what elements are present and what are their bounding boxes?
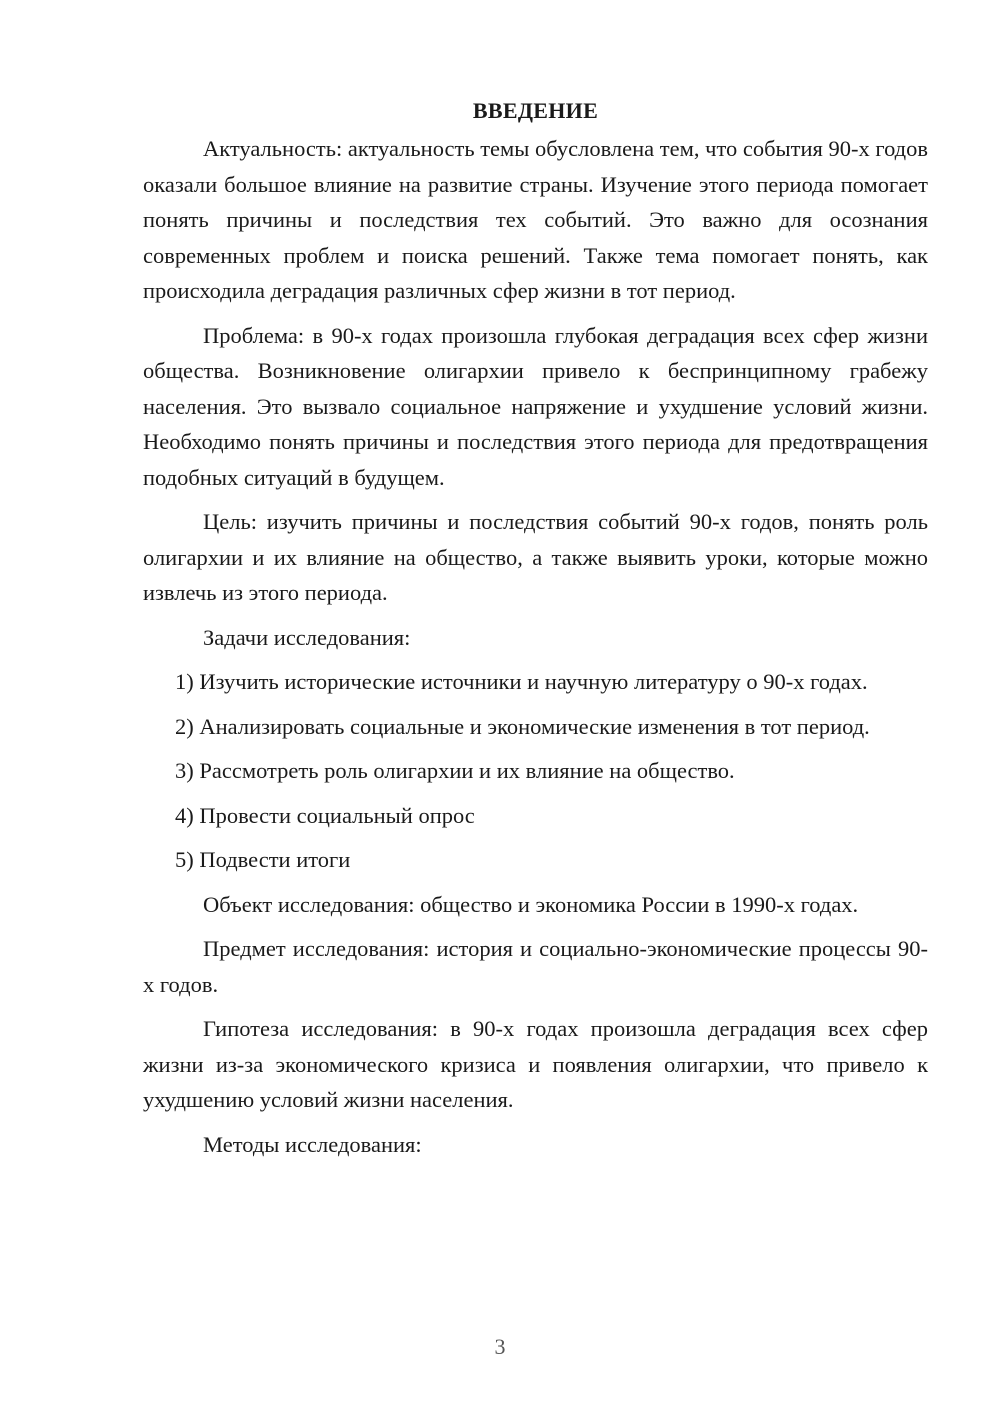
paragraph-subject: Предмет исследования: история и социально-экономические процессы 90-х годов.: [143, 936, 928, 997]
task-item-4: 4) Провести социальный опрос: [175, 802, 475, 828]
page-number: 3: [494, 1334, 506, 1359]
tasks-heading: Задачи исследования:: [203, 624, 411, 650]
task-item-5: 5) Подвести итоги: [175, 847, 351, 872]
paragraph-object: Объект исследования: общество и экономика России в 1990-х годах.: [203, 891, 859, 917]
paragraph-hypothesis: Гипотеза исследования: в 90-х годах произошла деградация всех сфер жизни из-за экономического кризиса и появления олигархии, что привело к ухудшению условий жизни населения.: [143, 1016, 928, 1112]
task-item-3: 3) Рассмотреть роль олигархии и их влияние на общество.: [175, 758, 735, 783]
page-content: [143, 93, 928, 1171]
paragraph-goal: Цель: изучить причины и последствия событий 90-х годов, понять роль олигархии и их влияние на общество, а также выявить уроки, которые можно извлечь из этого периода.: [143, 509, 928, 605]
paragraph-problem: Проблема: в 90-х годах произошла глубокая деградация всех сфер жизни общества. Возникновение олигархии привело к беспринципному грабежу населения. Это вызвало социальное напряжение и ухудшение условий жизни. Необходимо понять причины и последствия этого периода для предотвращения подобных ситуаций в будущем.: [143, 322, 928, 490]
task-item-2: 2) Анализировать социальные и экономические изменения в тот период.: [175, 713, 870, 739]
paragraph-methods: Методы исследования:: [203, 1131, 422, 1157]
section-title: ВВЕДЕНИЕ: [472, 98, 599, 123]
task-item-1: 1) Изучить исторические источники и научную литературу о 90-х годах.: [175, 669, 868, 694]
paragraph-relevance: Актуальность: актуальность темы обусловлена тем, что события 90-х годов оказали большое влияние на развитие страны. Изучение этого периода помогает понять причины и последствия тех событий. Это важно для осознания современных проблем и поиска решений. Также тема помогает понять, как происходила деградация различных сфер жизни в тот период.: [143, 136, 928, 303]
